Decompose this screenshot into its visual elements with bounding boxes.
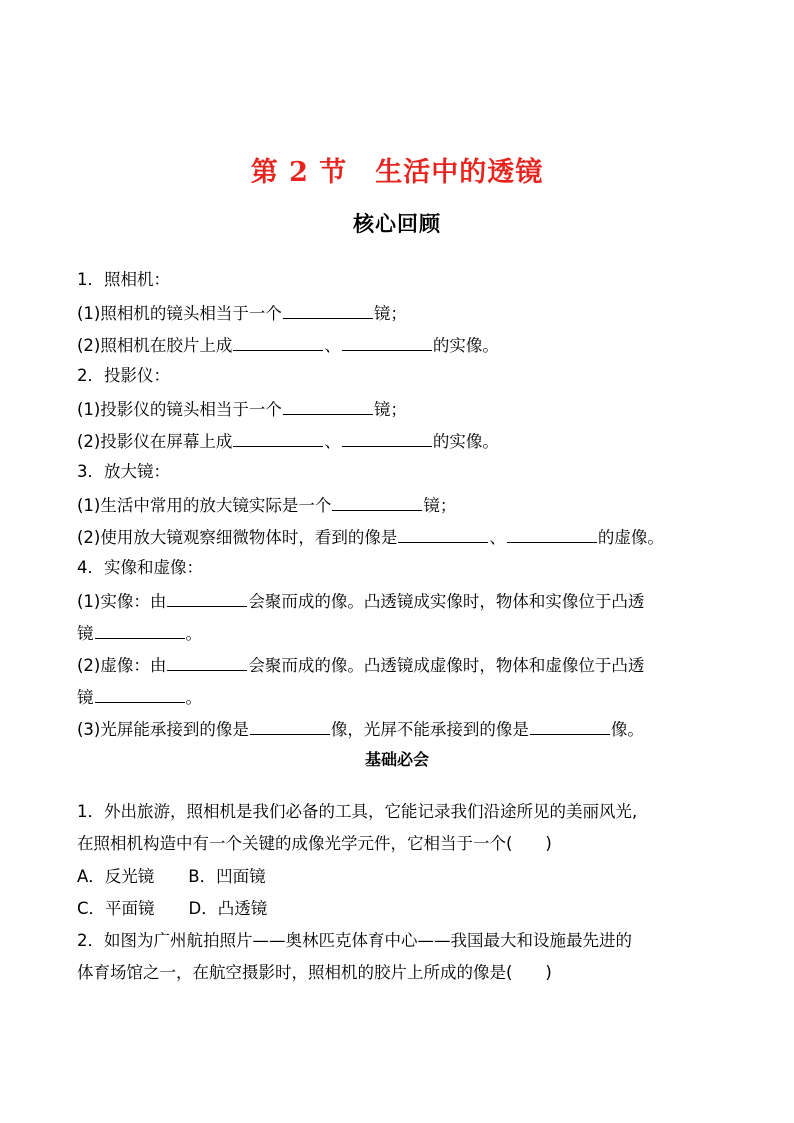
answer-blank[interactable] xyxy=(167,590,247,607)
question-1-2: (2)照相机在胶片上成 、 的实像。 xyxy=(77,336,499,355)
question-4-3: (3)光屏能承接到的像是 像，光屏不能承接到的像是 像。 xyxy=(77,720,644,739)
section-heading-basic: 基础必会 xyxy=(364,750,429,769)
answer-blank[interactable] xyxy=(507,526,597,543)
answer-blank[interactable] xyxy=(167,654,247,671)
answer-blank[interactable] xyxy=(398,526,488,543)
question-1-heading: 1．照相机： xyxy=(77,270,170,289)
answer-blank[interactable] xyxy=(283,398,373,415)
page-title: 第 2 节 生活中的透镜 xyxy=(250,157,544,188)
question-1-1: (1)照相机的镜头相当于一个 镜； xyxy=(77,304,407,323)
question-2-1: (1)投影仪的镜头相当于一个 镜； xyxy=(77,400,407,419)
problem-2-line-2: 体育场馆之一，在航空摄影时，照相机的胶片上所成的像是( ) xyxy=(77,963,552,982)
answer-blank[interactable] xyxy=(233,334,323,351)
question-4-2-cont: 镜 。 xyxy=(77,688,202,707)
answer-blank[interactable] xyxy=(530,718,610,735)
answer-blank[interactable] xyxy=(283,302,373,319)
answer-blank[interactable] xyxy=(250,718,330,735)
answer-blank[interactable] xyxy=(233,430,323,447)
question-2-2: (2)投影仪在屏幕上成 、 的实像。 xyxy=(77,432,499,451)
answer-blank[interactable] xyxy=(332,494,422,511)
answer-blank[interactable] xyxy=(342,430,432,447)
question-3-1: (1)生活中常用的放大镜实际是一个 镜； xyxy=(77,496,457,515)
option-a[interactable]: A．反光镜 xyxy=(77,867,155,886)
problem-1-line-1: 1．外出旅游，照相机是我们必备的工具，它能记录我们沿途所见的美丽风光, xyxy=(77,802,638,821)
option-d[interactable]: D．凸透镜 xyxy=(188,899,268,918)
question-3-2: (2)使用放大镜观察细微物体时，看到的像是 、 的虚像。 xyxy=(77,528,664,547)
question-4-2: (2)虚像：由 会聚而成的像。凸透镜成虚像时，物体和虚像位于凸透 xyxy=(77,656,645,675)
answer-blank[interactable] xyxy=(342,334,432,351)
section-heading-review: 核心回顾 xyxy=(353,212,441,236)
question-4-1-cont: 镜 。 xyxy=(77,624,202,643)
question-4-1: (1)实像：由 会聚而成的像。凸透镜成实像时，物体和实像位于凸透 xyxy=(77,592,645,611)
question-4-heading: 4．实像和虚像： xyxy=(77,558,203,577)
option-c[interactable]: C．平面镜 xyxy=(77,899,155,918)
answer-blank[interactable] xyxy=(95,622,185,639)
problem-2-line-1: 2．如图为广州航拍照片——奥林匹克体育中心——我国最大和设施最先进的 xyxy=(77,931,632,950)
question-3-heading: 3．放大镜： xyxy=(77,462,170,481)
problem-1-options-cd xyxy=(77,899,267,919)
problem-1-options-ab xyxy=(77,867,266,887)
problem-1-line-2: 在照相机构造中有一个关键的成像光学元件，它相当于一个( ) xyxy=(77,834,552,853)
option-b[interactable]: B．凹面镜 xyxy=(188,867,266,886)
question-2-heading: 2．投影仪： xyxy=(77,366,170,385)
answer-blank[interactable] xyxy=(95,686,185,703)
